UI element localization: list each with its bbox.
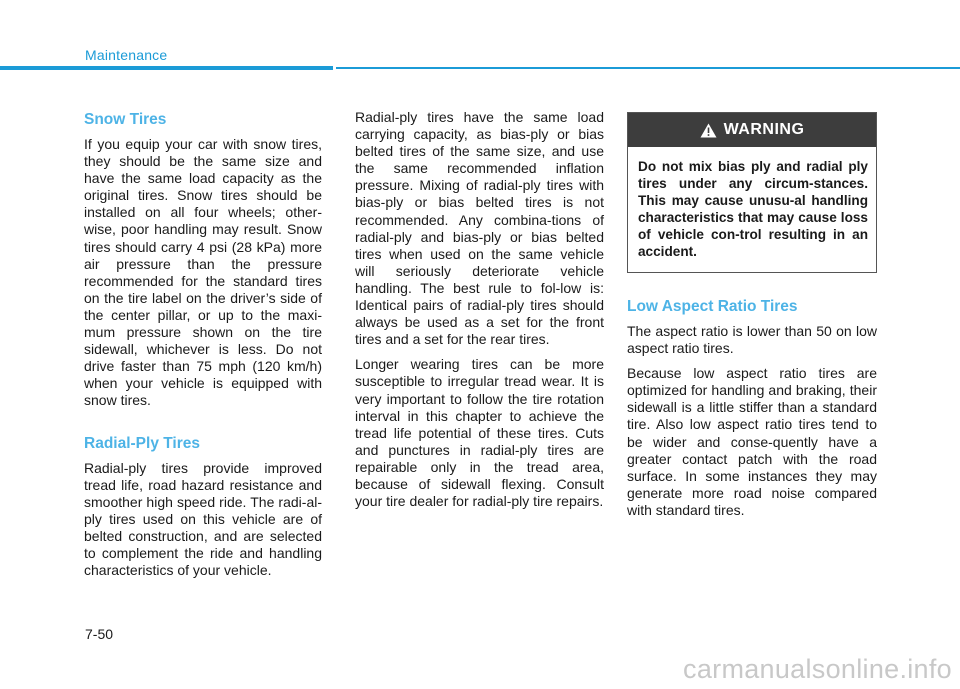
radial-ply-paragraph-2: Radial-ply tires have the same load carrying capacity, as bias-ply or bias belted tires of the same size, and use the same recommended inflation pressure. Mixing of radial-ply tires with bias-ply or bias belted tires is not recommended. Any combina-tions of radial-ply and bias-ply or bias belted tires when used on the same vehicle will seriously deteriorate vehicle handling. The best rule to fol-low is: Identical pairs of radial-ply tires should always be used as a set for the front tires and a set for the rear tires.	[355, 109, 604, 348]
warning-header	[628, 113, 876, 147]
radial-ply-paragraph-1: Radial-ply tires provide improved tread life, road hazard resistance and smoother high speed ride. The radi-al-ply tires used on this vehicle are of belted construction, and are selected to complement the ride and handling characteristics of your vehicle.	[84, 459, 322, 579]
section-header-title: Maintenance	[85, 47, 168, 63]
warning-triangle-icon	[700, 123, 717, 138]
watermark: carmanualsonline.info	[683, 654, 952, 684]
header-rule-thin	[336, 67, 960, 69]
warning-label: WARNING	[723, 121, 805, 138]
low-aspect-paragraph-1: The aspect ratio is lower than 50 on low aspect ratio tires.	[627, 323, 877, 357]
column-3	[627, 110, 877, 527]
column-2	[355, 109, 604, 518]
snow-tires-heading: Snow Tires	[84, 111, 167, 128]
page-number: 7-50	[85, 626, 114, 642]
warning-box	[627, 112, 877, 273]
low-aspect-paragraph-2: Because low aspect ratio tires are optimized for handling and braking, their sidewall is a little stiffer than a standard tire. Also low aspect ratio tires tend to be wider and conse-quently have a greater contact patch with the road surface. In some instances they may generate more road noise compared with standard tires.	[627, 365, 877, 518]
snow-tires-paragraph: If you equip your car with snow tires, they should be the same size and have the same load capacity as the original tires. Snow tires should be installed on all four wheels; other-wise, poor handling may result. Snow tires should carry 4 psi (28 kPa) more air pressure than the pressure recommended for the standard tires on the tire label on the driver’s side of the center pillar, or up to the maxi-mum pressure shown on the tire sidewall, whichever is less. Do not drive faster than 75 mph (120 km/h) when your vehicle is equipped with snow tires.	[84, 136, 322, 409]
radial-ply-heading: Radial-Ply Tires	[84, 434, 201, 452]
radial-ply-paragraph-3: Longer wearing tires can be more susceptible to irregular tread wear. It is very important to follow the tire rotation interval in this chapter to achieve the tread life potential of these tires. Cuts and punctures in radial-ply tires are repairable only in the tread area, because of sidewall flexing. Consult your tire dealer for radial-ply tire repairs.	[355, 356, 604, 510]
low-aspect-ratio-heading: Low Aspect Ratio Tires	[627, 298, 798, 315]
column-1	[84, 110, 322, 587]
warning-text: Do not mix bias ply and radial ply tires under any circum-stances. This may cause unusu-al handling characteristics that may cause loss of vehicle con-trol resulting in an accident.	[638, 159, 868, 259]
header-rule-thick	[0, 66, 333, 70]
